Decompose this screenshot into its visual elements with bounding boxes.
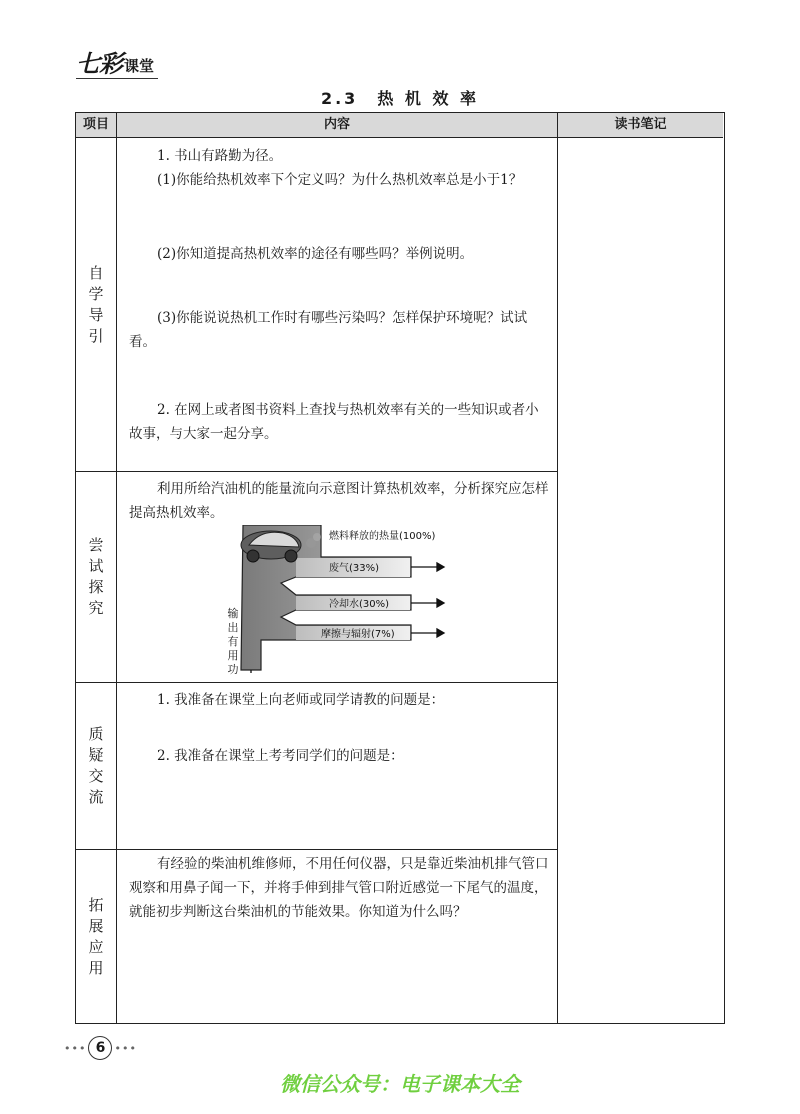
- explore-content: [129, 477, 552, 525]
- exhaust-label: 废气(33%): [329, 563, 380, 574]
- cooling-label: 冷却水(30%): [329, 599, 390, 610]
- row-label-explore: 尝 试 探 究: [88, 536, 104, 617]
- paragraph: 2. 在网上或者图书资料上查找与热机效率有关的一些知识或者小故事，与大家一起分享。: [129, 402, 539, 442]
- brand: [76, 49, 155, 78]
- useful-work-label: 输 出 有 用 功: [227, 607, 239, 676]
- study-table: [75, 112, 725, 1024]
- decorative-dots: •••: [64, 1041, 87, 1055]
- header-notes: 读书笔记: [614, 117, 667, 132]
- paragraph: 有经验的柴油机维修师，不用任何仪器，只是靠近柴油机排气管口观察和用鼻子闻一下，并将手伸到排气管口附近感觉一下尾气的温度，就能初步判断这台柴油机的节能效果。你知道为什么吗？: [129, 856, 549, 920]
- paragraph: (3)你能说说热机工作时有哪些污染吗？怎样保护环境呢？试试看。: [129, 310, 528, 350]
- extend-content: [129, 852, 552, 924]
- row-label-self-study: 自 学 导 引: [88, 263, 104, 345]
- brand-logo: 七彩: [76, 49, 122, 78]
- page-number: 6: [88, 1036, 112, 1060]
- column-divider: [557, 113, 558, 1023]
- energy-flow-diagram: [211, 525, 471, 675]
- row-divider: [76, 682, 557, 683]
- paragraph: 1. 我准备在课堂上向老师或同学请教的问题是：: [157, 692, 445, 708]
- header-project: 项目: [82, 117, 109, 132]
- page-number-badge: [64, 1036, 137, 1060]
- page-title: 2.3 热 机 效 率: [320, 89, 480, 108]
- row-label-question: 质 疑 交 流: [88, 725, 104, 806]
- row-divider: [76, 849, 557, 850]
- brand-underline: [76, 78, 158, 79]
- paragraph: (1)你能给热机效率下个定义吗？为什么热机效率总是小于1？: [157, 172, 523, 188]
- row-divider: [76, 471, 557, 472]
- brand-subtitle: 课堂: [124, 57, 155, 75]
- row-label-extend: 拓 展 应 用: [88, 895, 104, 977]
- paragraph: 1. 书山有路勤为径。: [157, 148, 283, 164]
- question-content: [129, 688, 552, 768]
- row-divider: [76, 137, 723, 138]
- watermark: 微信公众号：电子课本大全: [280, 1072, 520, 1096]
- paragraph: 2. 我准备在课堂上考考同学们的问题是：: [157, 748, 404, 764]
- total-heat-label: 燃料释放的热量(100%): [329, 531, 436, 542]
- friction-label: 摩擦与辐射(7%): [321, 629, 395, 640]
- paragraph: 利用所给汽油机的能量流向示意图计算热机效率，分析探究应怎样提高热机效率。: [129, 481, 549, 521]
- header-content: 内容: [323, 117, 350, 132]
- column-divider: [116, 113, 117, 1023]
- paragraph: (2)你知道提高热机效率的途径有哪些吗？举例说明。: [157, 246, 474, 262]
- decorative-dots: •••: [114, 1041, 137, 1055]
- self-study-content: [129, 144, 552, 446]
